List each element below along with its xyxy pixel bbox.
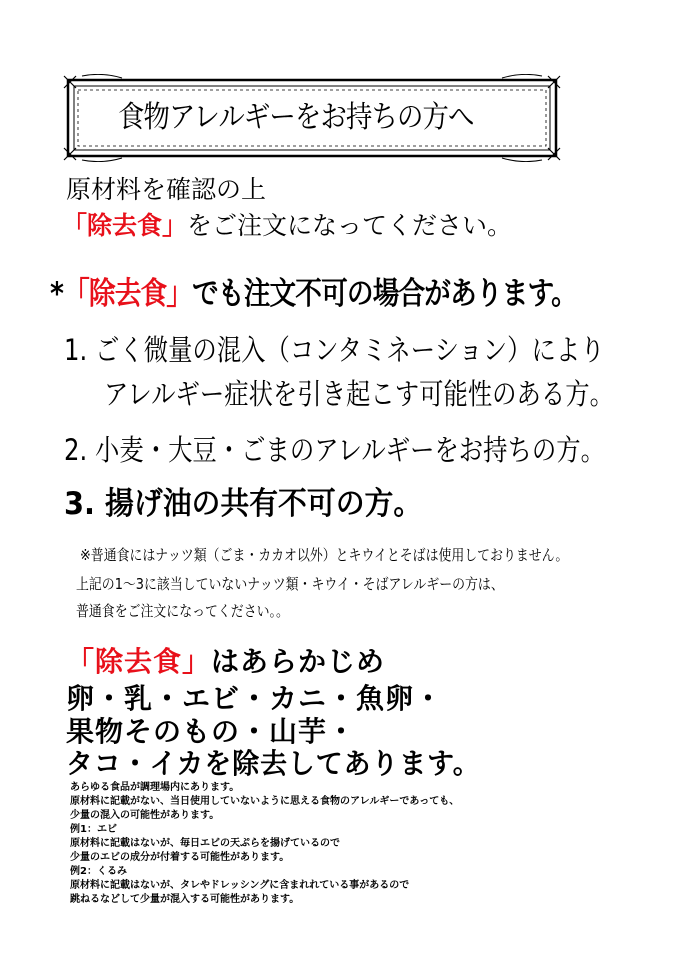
warning-rest: でも注文不可の場合があります。 <box>192 276 577 312</box>
fine-print-line: 少量のエビの成分が付着する可能性があります。 <box>70 852 290 863</box>
fine-print-line: あらゆる食品が調理場内にあります。 <box>70 782 240 793</box>
list-item-2: 2. 小麦・大豆・ごまのアレルギーをお持ちの方。 <box>64 433 605 467</box>
warning-heading <box>50 268 577 313</box>
fine-print-line: 原材料に記載がない、当日使用していないように思える食物のアレルギーであっても、 <box>70 796 460 807</box>
removal-line-1 <box>66 640 385 680</box>
removal-line-1-rest: はあらかじめ <box>211 645 386 678</box>
note-line: 上記の1～3に該当していないナッツ類・キウイ・そばアレルギーの方は、 <box>76 575 504 593</box>
fine-print-line: 原材料に記載はないが、タレやドレッシングに含まれれている事があるので <box>70 880 410 891</box>
removal-line-3: 果物そのもの・山芋・ <box>66 715 357 748</box>
note-line: 普通食をご注文になってください。。 <box>76 602 289 620</box>
note-line: ※普通食にはナッツ類（ごま・カカオ以外）とキウイとそばは使用しておりません。 <box>80 546 569 564</box>
list-item-3: 3. 揚げ油の共有不可の方。 <box>64 486 423 522</box>
removal-line-4: タコ・イカを除去してあります。 <box>66 747 481 780</box>
intro-line-2-rest: をご注文になってください。 <box>187 211 513 240</box>
removal-meal-label: 「除去食」 <box>62 211 188 240</box>
removal-line-2: 卵・乳・エビ・カニ・魚卵・ <box>66 682 444 715</box>
fine-print-line: 跳ねるなどして少量が混入する可能性があります。 <box>70 894 300 905</box>
intro-line-1: 原材料を確認の上 <box>66 175 267 204</box>
page-title: 食物アレルギーをお持ちの方へ <box>118 100 474 135</box>
removal-meal-label: 「除去食」 <box>63 276 193 312</box>
list-item-1-continued: アレルギー症状を引き起こす可能性のある方。 <box>104 377 614 411</box>
intro-line-2 <box>62 206 512 242</box>
fine-print <box>70 781 630 907</box>
asterisk-mark: * <box>50 276 64 312</box>
fine-print-line: 原材料に記載はないが、毎日エビの天ぷらを揚げているので <box>70 838 340 849</box>
fine-print-line: 少量の混入の可能性があります。 <box>70 810 220 821</box>
list-item-1: 1. ごく微量の混入（コンタミネーション）により <box>64 333 605 367</box>
removal-meal-label: 「除去食」 <box>66 645 212 678</box>
fine-print-line: 例1：エビ <box>70 824 117 835</box>
fine-print-line: 例2：くるみ <box>70 866 127 877</box>
